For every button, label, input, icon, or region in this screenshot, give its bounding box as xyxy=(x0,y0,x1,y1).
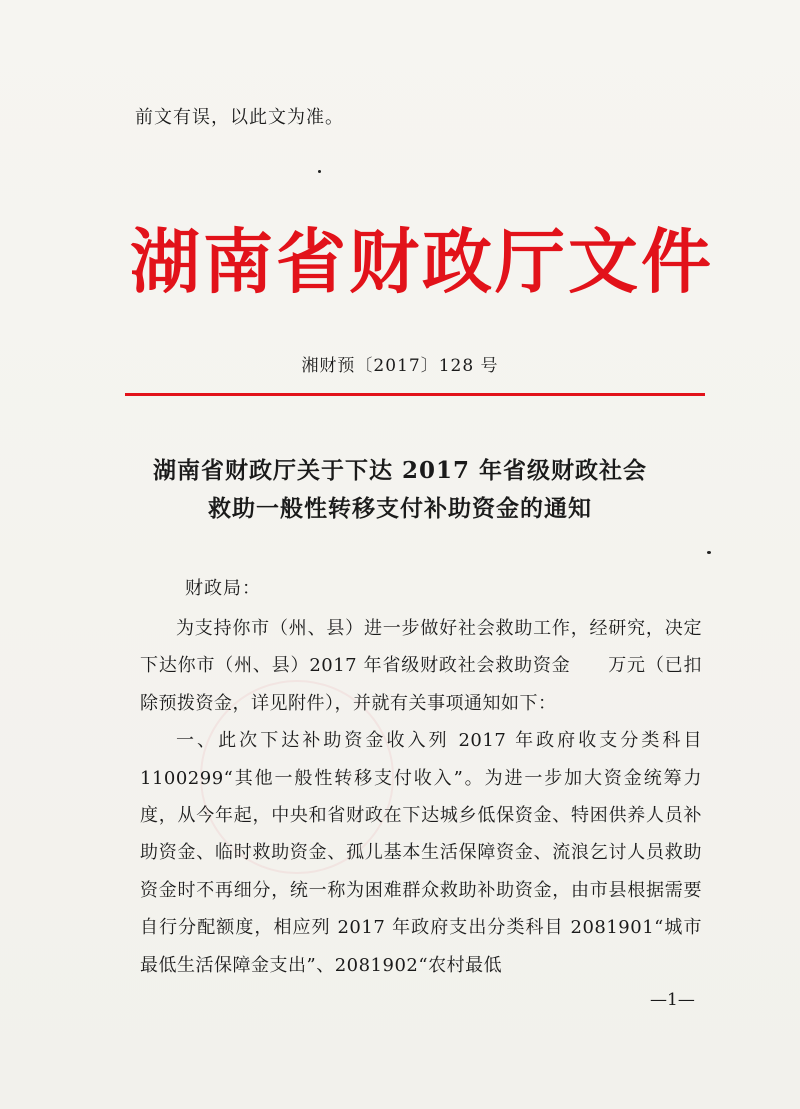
document-number: 湘财预〔2017〕128 号 xyxy=(301,356,499,376)
correction-note: 前文有误，以此文为准。 xyxy=(135,107,344,128)
title-line-2: 救助一般性转移支付补助资金的通知 xyxy=(208,495,592,522)
ink-speck xyxy=(707,551,711,554)
paragraph-1: 为支持你市（州、县）进一步做好社会救助工作，经研究，决定下达你市（州、县）2017 年省级财政社会救助资金 万元（已扣除预拨资金，详见附件），并就有关事项通知如下： xyxy=(140,618,702,714)
body-text xyxy=(140,610,702,984)
page-number: —1— xyxy=(650,990,695,1010)
issuer-header: 湖南省财政厅文件 xyxy=(130,221,714,303)
title-line-1: 湖南省财政厅关于下达 2017 年省级财政社会 xyxy=(152,457,648,484)
paragraph-2: 一、此次下达补助资金收入列 2017 年政府收支分类科目 1100299“其他一般性转移支付收入”。为进一步加大资金统筹力度，从今年起，中央和省财政在下达城乡低保资金、特困供养人员补助资金、临时救助资金、孤儿基本生活保障资金、流浪乞讨人员救助资金时不再细分，统一称为困难群众救助补助资金，由市县根据需要自行分配额度，相应列 2017 年政府支出分类科目 2081901“城市最低生活保障金支出”、2081902“农村最低 xyxy=(140,730,702,976)
ink-speck xyxy=(318,170,321,173)
recipient: 财政局： xyxy=(185,578,261,599)
red-separator-line xyxy=(125,393,705,396)
document-title xyxy=(0,452,800,528)
